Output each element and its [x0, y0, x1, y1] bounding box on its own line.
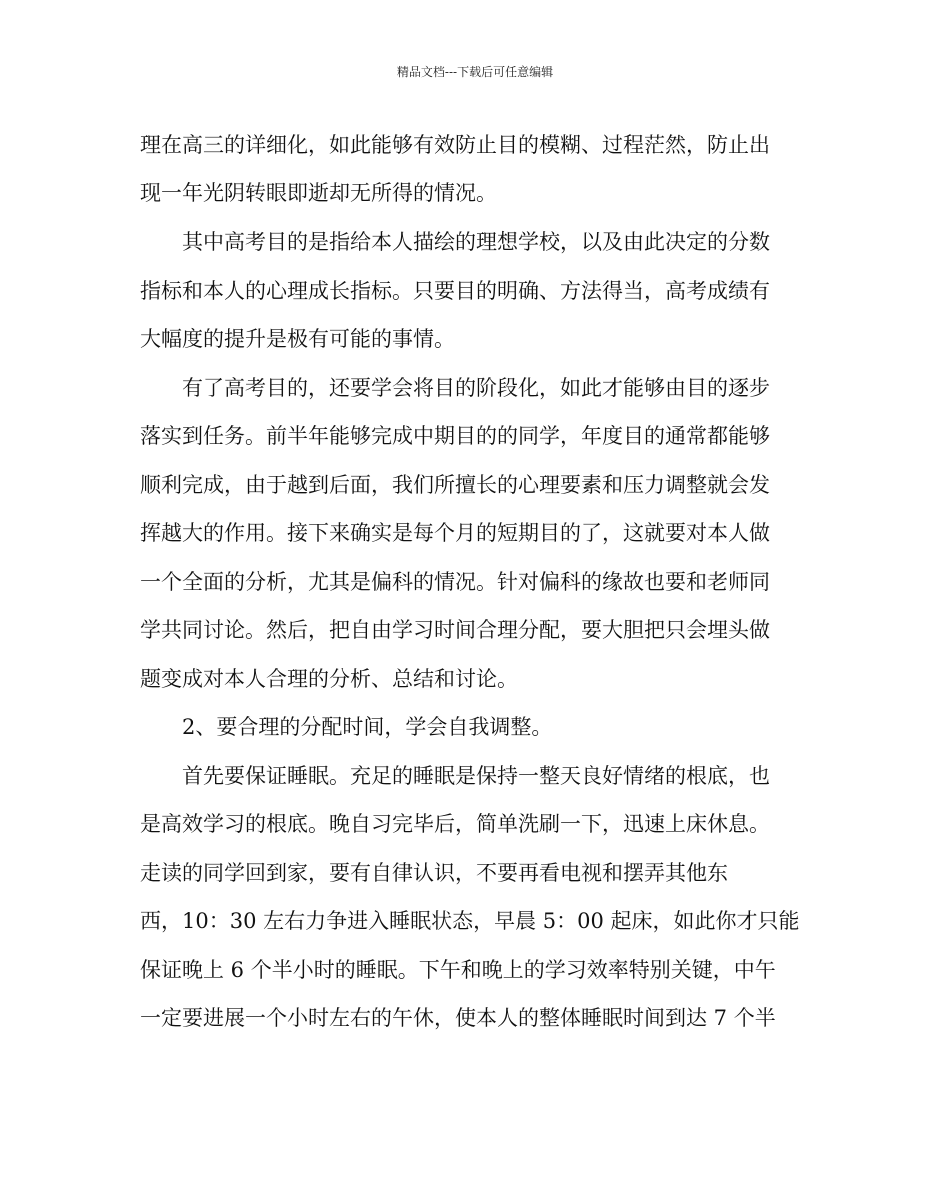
page-header: 精品文档---下载后可任意编辑 [396, 65, 554, 79]
document-page: 精品文档---下载后可任意编辑 理在高三的详细化，如此能够有效防止目的模糊、过程茫然，防止出 现一年光阴转眼即逝却无所得的情况。 其中高考目的是指给本人描绘的理想学校，以及由此决定的分数 指标和本人的心理成长指标。只要目的明确、方法得当，高考成绩有 大幅度的提升是极有可能的事情。 有了高考目的，还要学会将目的阶段化，如此才能够由目的逐步 落实到任务。前半年能够完成中期目的的同学，年度目的通常都能够 顺利完成，由于越到后面，我们所擅长的心理要素和压力调整就会发 挥越大的作用。接下来确实是每个月的短期目的了，这就要对本人做 一个全面的分析，尤其是偏科的情况。针对偏科的缘故也要和老师同 学共同讨论。然后，把自由学习时间合理分配，要大胆把只会埋头做 题变成对本人合理的分析、总结和讨论。 2、要合理的分配时间，学会自我调整。 首先要保证睡眠。充足的睡眠是保持一整天良好情绪的根底，也 是高效学习的根底。晚自习完毕后，简单洗刷一下，迅速上床休息。 走读的同学回到家，要有自律认识，不要再看电视和摆弄其他东 西，10：30 左右力争进入睡眠状态，早晨 5：00 起床，如此你才只能 保证晚上 6 个半小时的睡眠。下午和晚上的学习效率特别关键，中午 一定要进展一个小时左右的午休，使本人的整体睡眠时间到达 7 个半 [0, 0, 950, 1189]
